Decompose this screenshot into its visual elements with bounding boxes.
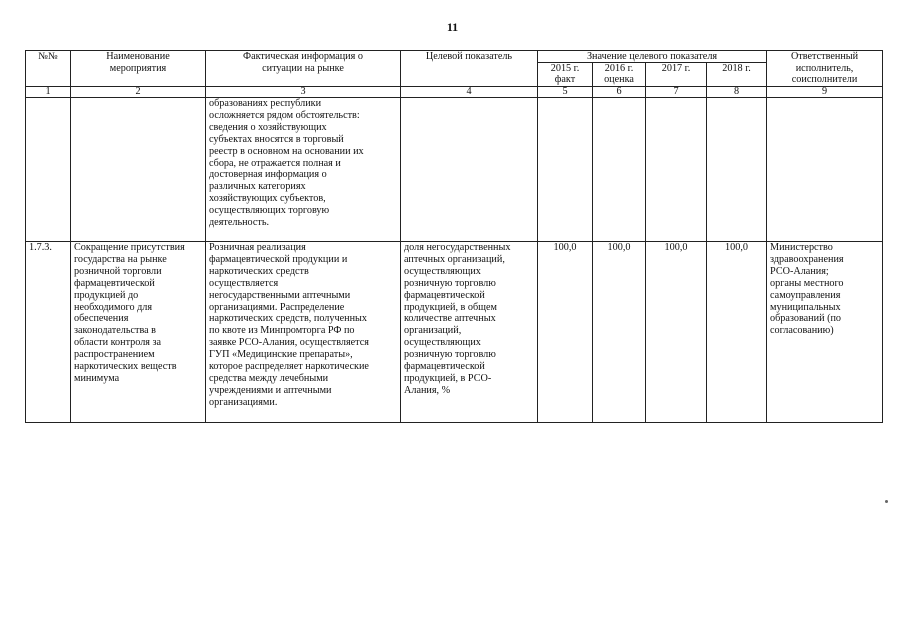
cell-empty [646,98,707,242]
cell-value-2015: 100,0 [538,242,593,423]
column-number: 9 [767,86,883,98]
cell-value-2017: 100,0 [646,242,707,423]
cell-empty [401,98,538,242]
column-number: 5 [538,86,593,98]
header-col-responsible: Ответственный исполнитель, соисполнители [767,51,883,87]
cell-responsible: Министерство здравоохранения РСО-Алания; органы местного самоуправления муниципальных образований (по согласованию) [767,242,883,423]
column-number: 4 [401,86,538,98]
cell-empty [707,98,767,242]
header-values-group: Значение целевого показателя [538,51,767,63]
cell-empty [767,98,883,242]
cell-row-number: 1.7.3. [26,242,71,423]
column-number: 7 [646,86,707,98]
cell-target-indicator: доля негосударственных аптечных организаций, осуществляющих розничную торговлю фармацевтической продукцией, в общем количестве аптечных организаций, осуществляющих розничную торговлю фармацевтической продукцией, в РСО- Алания, % [401,242,538,423]
cell-empty [71,98,206,242]
cell-value-2018: 100,0 [707,242,767,423]
table-row-continuation [26,98,883,242]
header-col-2016: 2016 г. оценка [593,63,646,86]
header-col-fact: Фактическая информация о ситуации на рынке [206,51,401,87]
page-number: 11 [446,20,459,34]
column-number: 3 [206,86,401,98]
column-number: 8 [707,86,767,98]
scan-speck [885,500,888,503]
target-indicators-table [25,50,883,423]
header-col-2018: 2018 г. [707,63,767,86]
cell-value-2016: 100,0 [593,242,646,423]
cell-fact-continuation: образованиях республики осложняется рядом обстоятельств: сведения о хозяйствующих субъектах вносятся в торговый реестр в основном на основании их сбора, не отражается полная и достоверная информация о различных категориях хозяйствующих субъектов, осуществляющих торговую деятельность. [206,98,401,242]
header-col-2015: 2015 г. факт [538,63,593,86]
column-number: 2 [71,86,206,98]
header-col-num: №№ [26,51,71,87]
cell-empty [593,98,646,242]
header-row-1 [26,51,883,63]
column-number: 1 [26,86,71,98]
cell-empty [26,98,71,242]
column-number: 6 [593,86,646,98]
cell-empty [538,98,593,242]
table-row-1-7-3 [26,242,883,423]
column-number-row [26,86,883,98]
header-col-name: Наименование мероприятия [71,51,206,87]
cell-fact-info: Розничная реализация фармацевтической продукции и наркотических средств осуществляется негосударственными аптечными организациями. Распределение наркотических средств, полученных по квоте из Минпромторга РФ по заявке РСО-Алания, осуществляется ГУП «Медицинские препараты», которое распределяет наркотические средства между лечебными учреждениями и аптечными организациями. [206,242,401,423]
header-col-2017: 2017 г. [646,63,707,86]
cell-measure-name: Сокращение присутствия государства на рынке розничной торговли фармацевтической продукцией до необходимого для обеспечения законодательства в области контроля за распространением наркотических веществ минимума [71,242,206,423]
header-col-target: Целевой показатель [401,51,538,87]
